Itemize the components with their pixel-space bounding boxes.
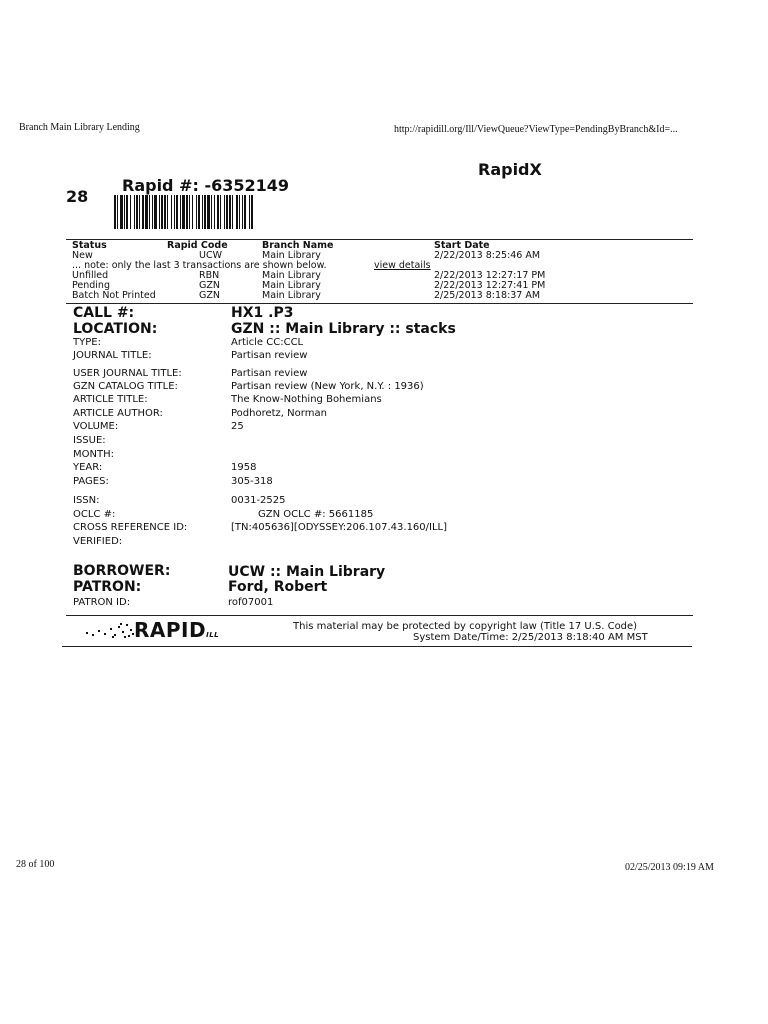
system-time: System Date/Time: 2/25/2013 8:18:40 AM MST — [413, 632, 648, 643]
status-row — [72, 281, 632, 291]
field-label: TYPE: — [73, 337, 101, 348]
status-header-code: Rapid Code — [167, 240, 228, 251]
copyright-notice: This material may be protected by copyright law (Title 17 U.S. Code) — [293, 621, 638, 632]
status-cell: 2/22/2013 12:27:17 PM — [434, 270, 546, 281]
call-number-value: HX1 .P3 — [231, 305, 294, 321]
brand-title: RapidX — [478, 160, 542, 179]
status-header-date: Start Date — [434, 240, 490, 251]
status-cell: Batch Not Printed — [72, 290, 156, 301]
rapid-logo-text: RAPID — [134, 618, 207, 642]
field-label: YEAR: — [73, 462, 103, 473]
field-value: Partisan review — [231, 350, 308, 361]
print-timestamp: 02/25/2013 09:19 AM — [625, 862, 714, 873]
view-details-link[interactable]: view details — [374, 260, 431, 271]
patron-id-value: rof07001 — [228, 597, 274, 608]
status-cell: New — [72, 250, 93, 261]
call-number-label: CALL #: — [73, 305, 135, 321]
patron-id-label: PATRON ID: — [73, 597, 131, 608]
status-note — [72, 261, 632, 271]
status-cell: Unfilled — [72, 270, 109, 281]
status-table — [72, 241, 632, 301]
field-value: Article CC:CCL — [231, 337, 304, 348]
status-cell: Main Library — [262, 290, 321, 301]
field-value: 0031-2525 — [231, 495, 286, 506]
status-header-status: Status — [72, 240, 107, 251]
field-value: [TN:405636][ODYSSEY:206.107.43.160/ILL] — [231, 522, 448, 533]
status-note-text: ... note: only the last 3 transactions are shown below. — [72, 260, 327, 271]
location-label: LOCATION: — [73, 321, 158, 337]
rapid-logo-dots-icon — [84, 622, 134, 640]
field-label: OCLC #: — [73, 509, 116, 520]
field-value: 25 — [231, 421, 244, 432]
footer-bottom-rule — [62, 646, 692, 647]
patron-value: Ford, Robert — [228, 579, 328, 595]
page-count: 28 of 100 — [16, 859, 55, 870]
location-value: GZN :: Main Library :: stacks — [231, 321, 456, 337]
rapid-id: Rapid #: -6352149 — [122, 176, 290, 195]
status-cell: Main Library — [262, 250, 321, 261]
status-cell: GZN — [199, 280, 220, 291]
field-value: Partisan review — [231, 368, 308, 379]
rapid-logo — [134, 618, 219, 642]
status-cell: Pending — [72, 280, 110, 291]
status-row — [72, 291, 632, 301]
borrower-value: UCW :: Main Library — [228, 564, 386, 580]
page-header-title: Branch Main Library Lending — [19, 122, 140, 133]
status-top-rule — [66, 239, 693, 240]
borrower-label: BORROWER: — [73, 563, 171, 579]
status-row — [72, 271, 632, 281]
status-cell: UCW — [199, 250, 222, 261]
field-value: The Know-Nothing Bohemians — [231, 394, 382, 405]
status-cell: 2/22/2013 8:25:46 AM — [434, 250, 541, 261]
footer-top-rule — [66, 615, 693, 616]
page-header-url: http://rapidill.org/Ill/ViewQueue?ViewType=PendingByBranch&Id=... — [394, 124, 678, 135]
status-cell: RBN — [199, 270, 220, 281]
status-cell: 2/25/2013 8:18:37 AM — [434, 290, 541, 301]
field-label: ISSUE: — [73, 435, 106, 446]
field-label: GZN CATALOG TITLE: — [73, 381, 178, 392]
field-value: 1958 — [231, 462, 257, 473]
field-value: Partisan review (New York, N.Y. : 1936) — [231, 381, 424, 392]
patron-label: PATRON: — [73, 579, 142, 595]
field-label: VERIFIED: — [73, 536, 123, 547]
status-header-branch: Branch Name — [262, 240, 334, 251]
field-label: PAGES: — [73, 476, 109, 487]
field-value: GZN OCLC #: 5661185 — [258, 509, 374, 520]
status-bottom-rule — [66, 303, 693, 304]
request-number: 28 — [66, 187, 89, 206]
field-value: Podhoretz, Norman — [231, 408, 327, 419]
field-label: ISSN: — [73, 495, 100, 506]
status-cell: Main Library — [262, 270, 321, 281]
status-cell: Main Library — [262, 280, 321, 291]
rapid-logo-suffix: ILL — [206, 631, 220, 639]
field-label: USER JOURNAL TITLE: — [73, 368, 182, 379]
barcode-bar — [253, 195, 254, 229]
field-label: VOLUME: — [73, 421, 119, 432]
status-cell: 2/22/2013 12:27:41 PM — [434, 280, 546, 291]
field-value: 305-318 — [231, 476, 273, 487]
field-label: ARTICLE AUTHOR: — [73, 408, 163, 419]
field-label: MONTH: — [73, 449, 114, 460]
field-label: JOURNAL TITLE: — [73, 350, 152, 361]
field-label: ARTICLE TITLE: — [73, 394, 148, 405]
barcode — [114, 195, 328, 229]
status-cell: GZN — [199, 290, 220, 301]
field-label: CROSS REFERENCE ID: — [73, 522, 188, 533]
